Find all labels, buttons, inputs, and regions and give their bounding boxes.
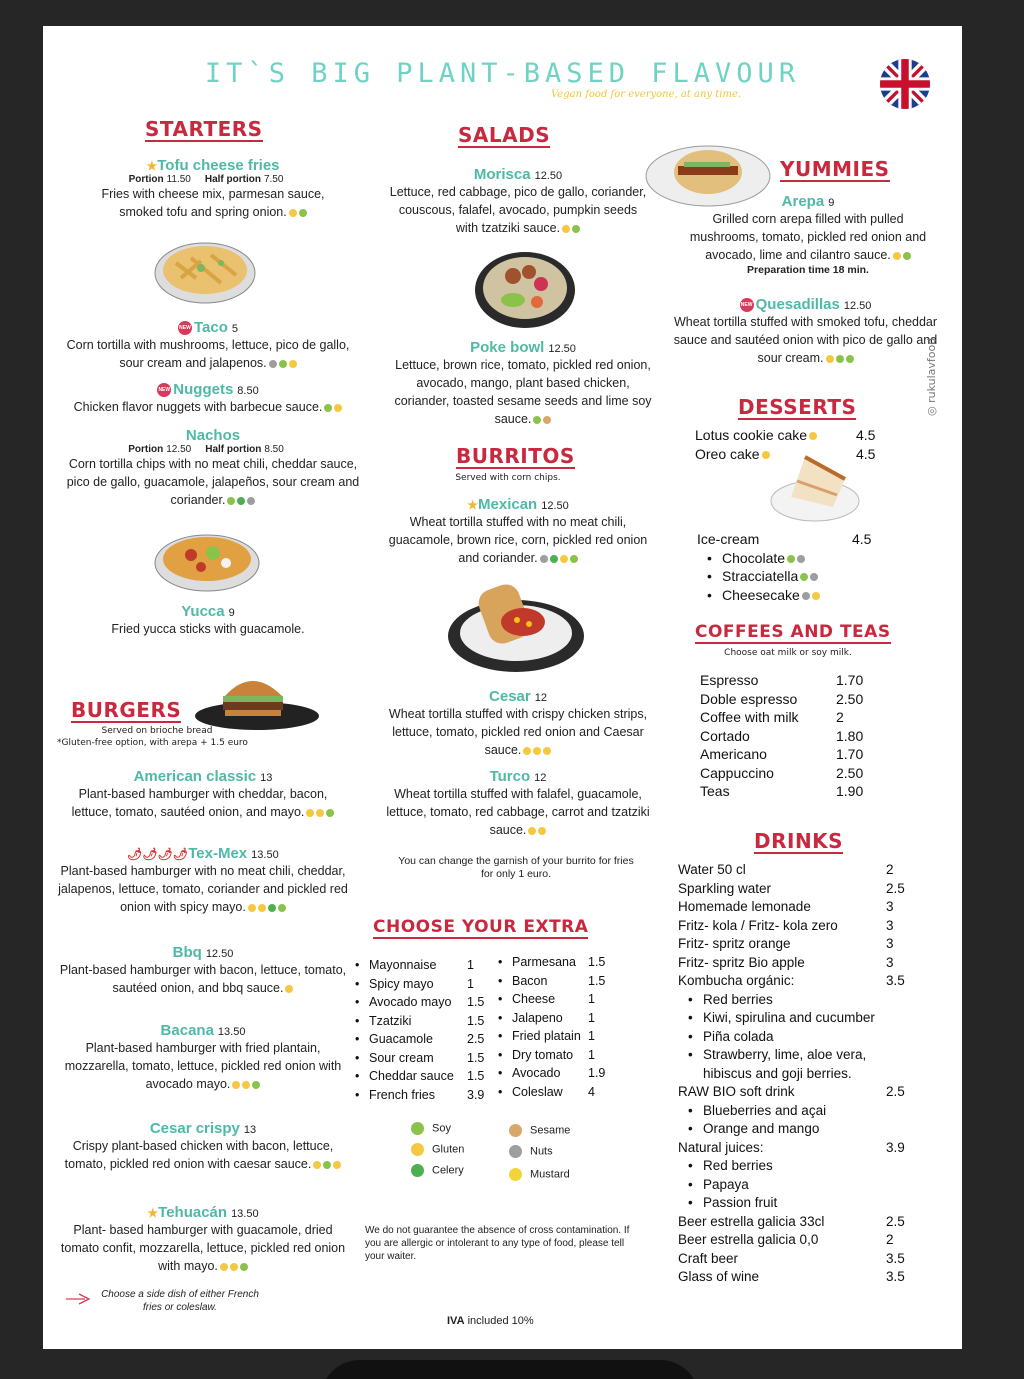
menu-item-nachos: Nachos Portion 12.50 Half portion 8.50 Corn tortilla chips with no meat chili, cheddar sauce, pico de gallo, guacamole, jalapeños, sour cream and coriander. — [66, 427, 360, 507]
extra-name: Cheddar sauce — [369, 1069, 454, 1083]
extra-price: 1.5 — [467, 1069, 485, 1083]
drink-name: Water 50 cl — [678, 862, 746, 877]
uk-flag-icon[interactable] — [880, 59, 930, 109]
desserts-heading: DESSERTS — [738, 395, 857, 419]
gluten-icon — [809, 432, 817, 440]
drink-name: Glass of wine — [678, 1269, 760, 1284]
gluten-icon — [411, 1143, 424, 1156]
coffee-row — [700, 765, 880, 784]
menu-item-nuggets: NEW Nuggets 8.50 Chicken flavor nuggets with barbecue sauce. — [53, 381, 363, 416]
drink-name: Craft beer — [678, 1250, 739, 1266]
extra-name: Mayonnaise — [369, 958, 437, 972]
menu-item-yucca: Yucca 9 Fried yucca sticks with guacamole. — [111, 603, 305, 636]
drink-price: 3 — [886, 936, 894, 951]
coffee-name: Doble espresso — [700, 690, 798, 707]
burrito-garnish-note: You can change the garnish of your burrito for fries for only 1 euro. — [398, 855, 634, 880]
drink-name: Fritz- spritz orange — [678, 936, 791, 951]
drink-row — [678, 1177, 918, 1196]
starters-heading: STARTERS — [145, 117, 263, 141]
extra-name: Bacon — [512, 973, 548, 988]
extra-row — [498, 1085, 613, 1104]
burrito-photo — [445, 578, 587, 678]
drink-name: Passion fruit — [703, 1195, 778, 1210]
drink-row — [678, 973, 918, 992]
extra-name: Avocado — [512, 1066, 561, 1080]
new-badge-icon: NEW — [178, 321, 192, 335]
menu-item-tehuacan: ★Tehuacán 13.50 Plant- based hamburger with guacamole, dried tomato confit, mozzarella, lettuce, pickled red onion with mayo. — [60, 1204, 346, 1273]
drink-row — [678, 1047, 918, 1066]
drink-name: Sparkling water — [678, 880, 772, 896]
drink-row — [678, 1140, 918, 1159]
celery-icon — [411, 1164, 424, 1177]
menu-item-bacana: Bacana 13.50 Plant-based hamburger with fried plantain, mozzarella, tomato, lettuce, pickled red onion with avocado mayo. — [64, 1022, 342, 1091]
extra-price: 4 — [588, 1084, 595, 1099]
coffee-name: Espresso — [700, 672, 759, 688]
drink-name: Beer estrella galicia 0,0 — [678, 1232, 819, 1247]
bottom-shadow — [320, 1360, 700, 1379]
extras-list-left — [355, 958, 495, 1106]
coffee-price: 1.70 — [836, 672, 864, 688]
soy-icon — [299, 209, 307, 217]
drink-price: 3.5 — [886, 1269, 905, 1284]
drink-row — [678, 1195, 918, 1214]
drink-name: RAW BIO soft drink — [678, 1084, 795, 1099]
burgers-heading: BURGERS — [71, 698, 182, 722]
iva-note: IVA included 10% — [447, 1315, 534, 1327]
drink-price: 3 — [886, 899, 894, 914]
coffee-name: Teas — [700, 783, 730, 799]
extra-row — [498, 955, 613, 974]
drink-price: 3.5 — [886, 1250, 905, 1266]
extra-price: 1 — [588, 992, 595, 1006]
instagram-handle[interactable]: ◎ rukulavfood — [925, 337, 938, 416]
extra-row — [355, 958, 495, 977]
drinks-heading: DRINKS — [754, 829, 844, 853]
coffee-price: 2 — [836, 709, 844, 725]
extras-heading: CHOOSE YOUR EXTRA — [373, 917, 589, 937]
extra-price: 1 — [467, 958, 474, 972]
cake-photo — [769, 451, 864, 523]
dessert-row — [695, 427, 885, 446]
coffee-name: Coffee with milk — [700, 709, 799, 725]
coffee-price: 2.50 — [836, 690, 864, 707]
tofu-fries-photo — [151, 233, 259, 308]
drink-price: 2.5 — [886, 1213, 905, 1229]
extra-price: 1.5 — [588, 955, 606, 969]
menu-item-american-classic: American classic 13 Plant-based hamburger with cheddar, bacon, lettuce, tomato, sautéed onion, and mayo. — [58, 768, 348, 821]
coffee-price: 1.70 — [836, 746, 864, 762]
extra-name: Fried platain — [512, 1029, 581, 1043]
salads-heading: SALADS — [458, 123, 551, 147]
drink-row — [678, 1158, 918, 1177]
drink-name: Piña colada — [703, 1028, 774, 1044]
menu-subtitle: Vegan food for everyone, at any time. — [551, 89, 742, 100]
coffee-row — [700, 672, 880, 691]
menu-title: IT`S BIG PLANT-BASED FLAVOUR — [204, 58, 801, 89]
drink-price: 2 — [886, 862, 894, 877]
drink-name: Strawberry, lime, aloe vera, — [703, 1047, 867, 1062]
extra-row — [355, 977, 495, 996]
drink-name: Blueberries and açai — [703, 1102, 827, 1118]
burgers-note-gluten: *Gluten-free option, with arepa + 1.5 euro — [57, 738, 248, 748]
drink-name: Beer estrella galicia 33cl — [678, 1213, 825, 1229]
arrow-right-icon — [65, 1290, 95, 1302]
drink-price: 3.9 — [886, 1139, 905, 1155]
menu-item-cesar-crispy: Cesar crispy 13 Crispy plant-based chicken with bacon, lettuce, tomato, pickled red onion with caesar sauce. — [58, 1120, 348, 1173]
drink-name: Natural juices: — [678, 1139, 764, 1155]
drink-row — [678, 936, 918, 955]
burger-photo — [187, 664, 319, 734]
extra-name: Spicy mayo — [369, 976, 434, 991]
extras-list-right — [498, 955, 613, 1103]
extra-row — [355, 1051, 495, 1070]
extra-price: 1.5 — [467, 995, 485, 1009]
menu-item-mexican: ★Mexican 12.50 Wheat tortilla stuffed with no meat chili, guacamole, brown rice, corn, pickled red onion and coriander. — [388, 496, 648, 565]
poke-bowl-photo — [473, 248, 577, 330]
drink-row — [678, 1066, 918, 1085]
drink-price: 2 — [886, 1232, 894, 1247]
side-dish-note: Choose a side dish of either French fries or coleslaw. — [101, 1289, 259, 1313]
extra-price: 1.5 — [467, 1013, 485, 1028]
extra-row — [498, 1066, 613, 1085]
drink-name: Homemade lemonade — [678, 899, 811, 914]
coffee-row — [700, 709, 880, 728]
drink-row — [678, 918, 918, 937]
drink-name: hibiscus and goji berries. — [703, 1065, 852, 1081]
drink-row — [678, 1214, 918, 1233]
extra-row — [498, 992, 613, 1011]
extra-price: 3.9 — [467, 1087, 485, 1102]
star-icon: ★ — [146, 159, 158, 173]
drink-name: Red berries — [703, 1158, 773, 1173]
dessert-price: 4.5 — [856, 445, 876, 462]
drink-row — [678, 1251, 918, 1270]
menu-page — [43, 26, 962, 1349]
extra-price: 1.5 — [467, 1050, 485, 1065]
extra-price: 1.9 — [588, 1066, 606, 1080]
drink-price: 2.5 — [886, 1084, 905, 1099]
coffee-price: 1.90 — [836, 783, 864, 799]
dessert-name: Oreo cake — [695, 445, 760, 462]
extra-price: 2.5 — [467, 1032, 485, 1046]
menu-item-cesar-burrito: Cesar 12 Wheat tortilla stuffed with crispy chicken strips, lettuce, tomato, pickled red onion and Caesar sauce. — [388, 688, 648, 757]
extra-name: Guacamole — [369, 1032, 433, 1046]
drink-row — [678, 1010, 918, 1029]
drink-name: Orange and mango — [703, 1121, 820, 1136]
drink-row — [678, 1232, 918, 1251]
extra-row — [355, 1069, 495, 1088]
drink-row — [678, 1084, 918, 1103]
coffee-price: 1.80 — [836, 727, 864, 744]
chili-icon: 🌶🌶🌶🌶 — [127, 847, 189, 861]
extra-name: Sour cream — [369, 1050, 434, 1065]
coffee-row — [700, 746, 880, 765]
cross-contamination-disclaimer: We do not guarantee the absence of cross contamination. If you are allergic or intolerant to any type of food, please tell your waiter. — [365, 1225, 630, 1262]
menu-item-arepa: Arepa 9 Grilled corn arepa filled with pulled mushrooms, tomato, pickled red onion and avocado, lime and cilantro sauce. Preparation time 18 min. — [689, 193, 927, 276]
drink-row — [678, 992, 918, 1011]
burgers-note-brioche: Served on brioche bread — [101, 726, 213, 736]
menu-item-poke-bowl: Poke bowl 12.50 Lettuce, brown rice, tomato, pickled red onion, avocado, mango, plant based chicken, coriander, toasted sesame seeds and lime soy sauce. — [394, 339, 652, 426]
extra-row — [498, 1011, 613, 1030]
coffee-row — [700, 691, 880, 710]
menu-item-taco: NEW Taco 5 Corn tortilla with mushrooms, lettuce, pico de gallo, sour cream and jalapenos. — [66, 319, 350, 370]
menu-item-bbq: Bbq 12.50 Plant-based hamburger with bacon, lettuce, tomato, sautéed onion, and bbq sauce. — [59, 944, 347, 995]
drink-row — [678, 1029, 918, 1048]
dessert-price: 4.5 — [856, 427, 876, 443]
icecream-list: Ice-cream 4.5 • Chocolate • Stracciatella • Cheesecake — [697, 531, 877, 605]
coffees-note: Choose oat milk or soy milk. — [724, 648, 852, 658]
nachos-photo — [151, 523, 263, 595]
drink-name: Papaya — [703, 1176, 749, 1192]
drink-price: 3 — [886, 954, 894, 970]
drink-row — [678, 881, 918, 900]
soy-icon — [411, 1122, 424, 1135]
extra-name: Dry tomato — [512, 1047, 574, 1062]
extra-row — [498, 974, 613, 993]
coffee-name: Cappuccino — [700, 764, 774, 781]
dessert-name: Lotus cookie cake — [695, 427, 808, 443]
drinks-list — [678, 862, 918, 1288]
allergen-legend: Soy Gluten Celery Sesame Nuts Mustard — [411, 1122, 631, 1182]
drink-name: Fritz- spritz Bio apple — [678, 954, 805, 970]
menu-item-tex-mex: 🌶🌶🌶🌶Tex-Mex 13.50 Plant-based hamburger with no meat chili, cheddar, jalapenos, lettuce, tomato, coriander and pickled red onion with spicy mayo. — [58, 845, 348, 914]
extra-price: 1 — [588, 1029, 595, 1043]
extra-price: 1.5 — [588, 973, 606, 988]
drink-row — [678, 1121, 918, 1140]
drink-name: Kombucha orgánic: — [678, 973, 795, 988]
drink-row — [678, 1269, 918, 1288]
extra-row — [355, 1088, 495, 1107]
menu-item-tofu-cheese-fries: ★Tofu cheese fries Portion 11.50 Half portion 7.50 Fries with cheese mix, parmesan sauce, smoked tofu and spring onion. — [101, 157, 325, 219]
extra-name: Avocado mayo — [369, 995, 452, 1009]
menu-item-quesadillas: NEW Quesadillas 12.50 Wheat tortilla stuffed with smoked tofu, cheddar sauce and sautéed onion with pico de gallo and sour cream. — [673, 296, 938, 365]
drink-price: 3.5 — [886, 973, 905, 988]
extra-row — [498, 1029, 613, 1048]
drink-row — [678, 899, 918, 918]
burritos-note: Served with corn chips. — [455, 473, 561, 483]
extra-name: Jalapeno — [512, 1010, 563, 1025]
burritos-heading: BURRITOS — [456, 444, 575, 468]
extra-name: Tzatziki — [369, 1013, 412, 1028]
drink-price: 2.5 — [886, 880, 905, 896]
instagram-icon: ◎ — [925, 406, 938, 416]
coffee-name: Cortado — [700, 727, 750, 744]
extra-name: Parmesana — [512, 955, 576, 969]
drink-row — [678, 1103, 918, 1122]
extra-price: 1 — [588, 1047, 595, 1062]
drink-name: Kiwi, spirulina and cucumber — [703, 1010, 875, 1025]
drink-name: Fritz- kola / Fritz- kola zero — [678, 917, 838, 933]
sesame-icon — [509, 1124, 522, 1137]
extra-name: Coleslaw — [512, 1084, 563, 1099]
extra-row — [498, 1048, 613, 1067]
nuts-icon — [509, 1145, 522, 1158]
extra-name: Cheese — [512, 992, 556, 1006]
extra-row — [355, 995, 495, 1014]
mustard-icon — [509, 1168, 522, 1181]
menu-item-turco: Turco 12 Wheat tortilla stuffed with falafel, guacamole, lettuce, tomato, red cabbage, carrot and tzatziki sauce. — [386, 768, 650, 837]
extra-row — [355, 1014, 495, 1033]
coffee-name: Americano — [700, 746, 767, 762]
drink-name: Red berries — [703, 991, 773, 1007]
menu-item-morisca: Morisca 12.50 Lettuce, red cabbage, pico de gallo, coriander, couscous, falafel, avocado, pumpkin seeds with tzatziki sauce. — [389, 166, 647, 235]
extra-name: French fries — [369, 1087, 435, 1102]
drink-price: 3 — [886, 917, 894, 933]
coffee-row — [700, 783, 880, 802]
drink-row — [678, 955, 918, 974]
coffees-heading: COFFEES AND TEAS — [695, 622, 891, 642]
coffee-row — [700, 728, 880, 747]
coffees-list — [700, 672, 880, 802]
yummies-heading: YUMMIES — [780, 157, 890, 181]
extra-row — [355, 1032, 495, 1051]
gluten-icon — [289, 209, 297, 217]
extra-price: 1 — [588, 1010, 595, 1025]
coffee-price: 2.50 — [836, 764, 864, 781]
drink-row — [678, 862, 918, 881]
extra-price: 1 — [467, 976, 474, 991]
